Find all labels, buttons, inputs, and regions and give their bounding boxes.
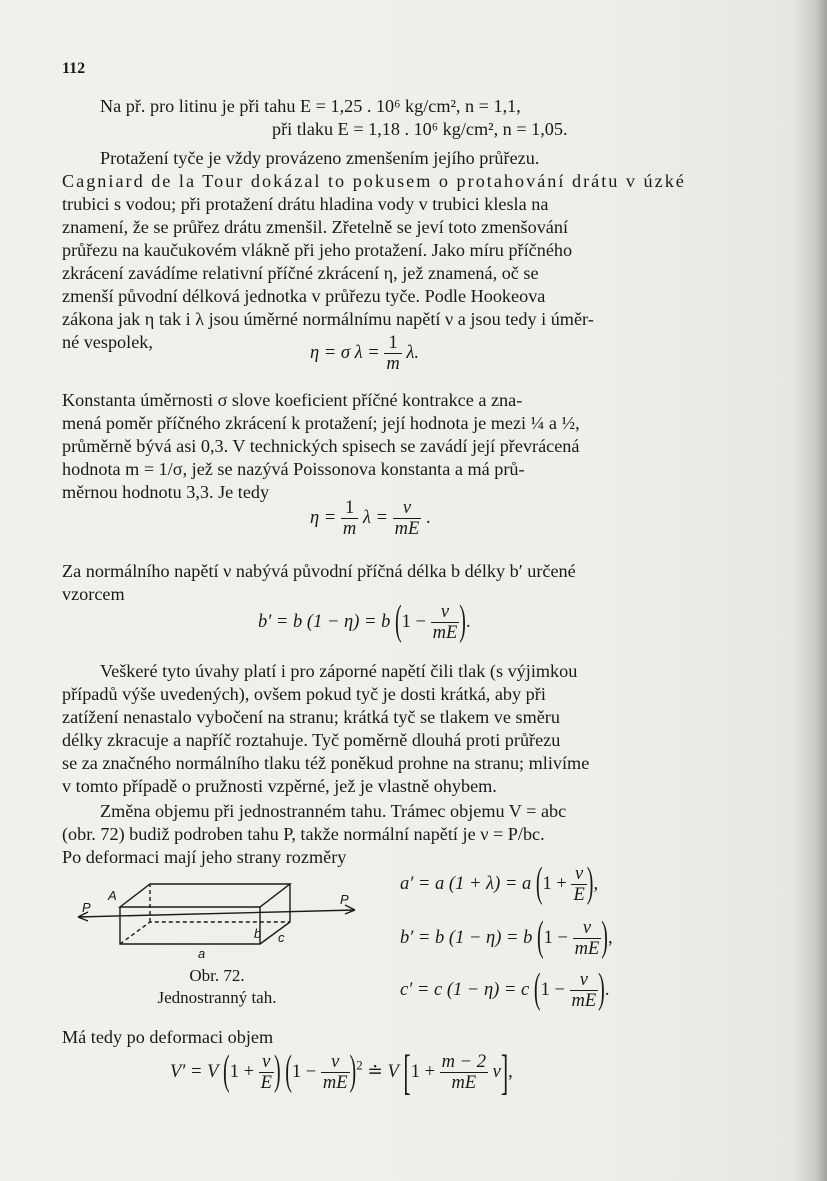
eq4b-inner: 1 − — [543, 927, 568, 948]
eq4a-close-paren: ) — [586, 860, 594, 907]
eq3-fraction — [431, 602, 460, 643]
figure-label-P-right: P — [340, 892, 349, 907]
para2-line: Konstanta úměrnosti σ slove koeficient příčné kontrakce a zna- — [62, 390, 523, 410]
para3-line: vzorcem — [62, 584, 125, 604]
eq2-num1: 1 — [341, 498, 358, 519]
para1-line: Protažení tyče je vždy provázeno zmenšením jejího průřezu. — [100, 148, 540, 168]
eq4c-inner: 1 − — [540, 979, 565, 1000]
eq5-b-fraction — [440, 1052, 488, 1093]
eq4c-fraction — [570, 970, 599, 1011]
eq4a-fraction — [571, 864, 586, 905]
para1-line: průřezu na kaučukovém vlákně při jeho protažení. Jako míru příčného — [62, 240, 573, 260]
eq3-end: . — [465, 611, 471, 632]
figure-caption-title: Jednostranný tah. — [157, 988, 277, 1007]
para2-line: měrnou hodnotu 3,3. Je tedy — [62, 482, 270, 502]
figure-label-b: b — [254, 926, 262, 941]
eq4c-open-paren: ( — [533, 966, 541, 1013]
eq3-lhs: b′ = b (1 − η) = b — [258, 611, 391, 632]
eq5-b-num: m − 2 — [441, 1052, 486, 1072]
equation-1 — [310, 333, 419, 374]
para1-line: Cagniard de la Tour dokázal to pokusem o protahování drátu v úzké — [62, 171, 686, 191]
para5-line: Změna objemu při jednostranném tahu. Trámec objemu V = abc — [100, 801, 567, 821]
eq4a-num: ν — [571, 864, 586, 885]
para1-line: zkrácení zavádíme relativní příčné zkrácení η, jež znamená, oč se — [62, 263, 539, 283]
eq3-inner: 1 − — [401, 611, 426, 632]
eq5-b-inner: 1 + — [410, 1061, 436, 1082]
eq1-lhs: η = σ λ = — [310, 342, 380, 363]
page-edge-shadow — [793, 0, 827, 1181]
equation-4a — [400, 860, 599, 907]
eq5-p1-inner: 1 + — [229, 1061, 254, 1082]
para2-line: hodnota m = 1/σ, jež se nazývá Poissonova konstanta a má prů- — [62, 459, 525, 479]
eq5-p2-open: ( — [285, 1048, 292, 1095]
eq1-den: m — [386, 354, 400, 374]
eq4a-lhs: a′ = a (1 + λ) = a — [400, 873, 532, 894]
para4-line: zatížení nenastalo vybočení na stranu; krátká tyč se tlakem ve směru — [62, 707, 560, 727]
eq5-p1-num: ν — [259, 1052, 274, 1073]
figure-72-beam-diagram — [70, 872, 370, 962]
eq5-lhs: V′ = V — [170, 1061, 219, 1082]
eq5-p2-close: ) — [349, 1048, 357, 1095]
beam-side-face — [260, 884, 290, 944]
eq4b-num: ν — [573, 918, 602, 939]
para1-line: zmenší původní délková jednotka v průřezu tyče. Podle Hookeova — [62, 286, 546, 306]
eq4b-den: mE — [574, 939, 600, 959]
eq2-fraction-2 — [393, 498, 422, 539]
eq5-p1-close: ) — [273, 1048, 281, 1095]
eq4a-den: E — [573, 885, 585, 905]
eq4b-fraction — [573, 918, 602, 959]
eq4c-end: . — [604, 979, 610, 1000]
example-line-1: Na př. pro litinu je při tahu E = 1,25 . 10⁶ kg/cm², n = 1,1, — [100, 96, 521, 116]
page-number: 112 — [62, 60, 86, 77]
eq4b-open-paren: ( — [537, 914, 544, 961]
eq4a-inner: 1 + — [542, 873, 567, 894]
eq3-num: ν — [431, 602, 460, 623]
para3-line: Za normálního napětí ν nabývá původní příčná délka b délky b′ určené — [62, 561, 576, 581]
eq3-den: mE — [432, 623, 458, 643]
eq4b-close-paren: ) — [601, 914, 608, 961]
figure-label-A: A — [108, 888, 117, 903]
eq3-open-paren: ( — [395, 598, 402, 645]
figure-label-c: c — [278, 930, 285, 945]
eq4a-open-paren: ( — [535, 860, 543, 907]
para4-line: případů výše uvedených), ovšem pokud tyč je dosti krátká, aby při — [62, 684, 546, 704]
eq2-end: . — [425, 507, 431, 528]
para4-line: délky zkracuje a napříč roztahuje. Tyč poměrně dlouhá proti průřezu — [62, 730, 561, 750]
eq2-den1: m — [342, 519, 357, 539]
example-line-2: při tlaku E = 1,18 . 10⁶ kg/cm², n = 1,05. — [272, 119, 568, 139]
eq4c-den: mE — [571, 991, 597, 1011]
beam-top-face — [120, 884, 290, 907]
para5-line: Po deformaci mají jeho strany rozměry — [62, 847, 347, 867]
eq4c-close-paren: ) — [598, 966, 605, 1013]
eq1-fraction — [384, 333, 401, 374]
para2-line: mená poměr příčného zkrácení k protažení; její hodnota je mezi ¼ a ½, — [62, 413, 580, 433]
eq5-p1-fraction — [259, 1052, 274, 1093]
eq4b-lhs: b′ = b (1 − η) = b — [400, 927, 533, 948]
eq5-p2-fraction — [321, 1052, 350, 1093]
figure-label-a: a — [198, 946, 206, 961]
para1-line: né vespolek, — [62, 332, 153, 352]
eq5-approx: ≐ V — [367, 1061, 399, 1082]
para1-line: zákona jak η tak i λ jsou úměrné normálnímu napětí ν a jsou tedy i úměr- — [62, 309, 594, 329]
equation-3 — [258, 598, 471, 645]
eq2-den2: mE — [394, 519, 420, 539]
eq2-num2: ν — [393, 498, 422, 519]
eq1-rhs: λ. — [406, 342, 420, 363]
figure-label-P-left: P — [82, 900, 91, 915]
eq5-bracket-open: [ — [403, 1043, 411, 1099]
eq5-p1-open: ( — [223, 1048, 230, 1095]
para2-line: průměrně bývá asi 0,3. V technických spisech se zavádí její převrácená — [62, 436, 580, 456]
equation-4b — [400, 914, 613, 961]
equation-5 — [170, 1043, 513, 1099]
para5-line: (obr. 72) budiž podroben tahu P, takže normální napětí je ν = P/bc. — [62, 824, 545, 844]
para4-line: Veškeré tyto úvahy platí i pro záporné napětí čili tlak (s výjimkou — [100, 661, 578, 681]
figure-caption-number: Obr. 72. — [189, 966, 245, 985]
eq5-p1-den: E — [260, 1073, 272, 1093]
equation-2 — [310, 498, 431, 539]
eq4a-end: , — [593, 873, 599, 894]
eq4c-lhs: c′ = c (1 − η) = c — [400, 979, 530, 1000]
equation-4c — [400, 966, 610, 1013]
eq5-b-den: mE — [451, 1073, 477, 1093]
para4-line: v tomto případě o pružnosti vzpěrné, jež je vlastně ohybem. — [62, 776, 497, 796]
eq2-lhs: η = — [310, 507, 337, 528]
eq2-mid: λ = — [362, 507, 389, 528]
eq5-b-tail: ν — [492, 1061, 501, 1082]
eq5-p2-exponent: 2 — [356, 1057, 363, 1073]
eq5-p2-inner: 1 − — [291, 1061, 317, 1082]
eq3-close-paren: ) — [459, 598, 466, 645]
eq5-p2-den: mE — [322, 1073, 348, 1093]
paragraph-6: Má tedy po deformaci objem — [62, 1027, 274, 1047]
eq5-bracket-close: ] — [500, 1043, 509, 1099]
para1-line: znamení, že se průřez drátu zmenšil. Zřetelně se jeví toto zmenšování — [62, 217, 569, 237]
eq2-fraction-1 — [341, 498, 358, 539]
para4-line: se za značného normálního tlaku též poněkud prohne na stranu; mlivíme — [62, 753, 590, 773]
eq1-num: 1 — [384, 333, 401, 354]
eq4c-num: ν — [570, 970, 599, 991]
eq5-p2-num: ν — [321, 1052, 350, 1073]
para1-line: trubici s vodou; při protažení drátu hladina vody v trubici klesla na — [62, 194, 549, 214]
eq5-end: , — [508, 1061, 513, 1082]
eq4b-end: , — [607, 927, 613, 948]
